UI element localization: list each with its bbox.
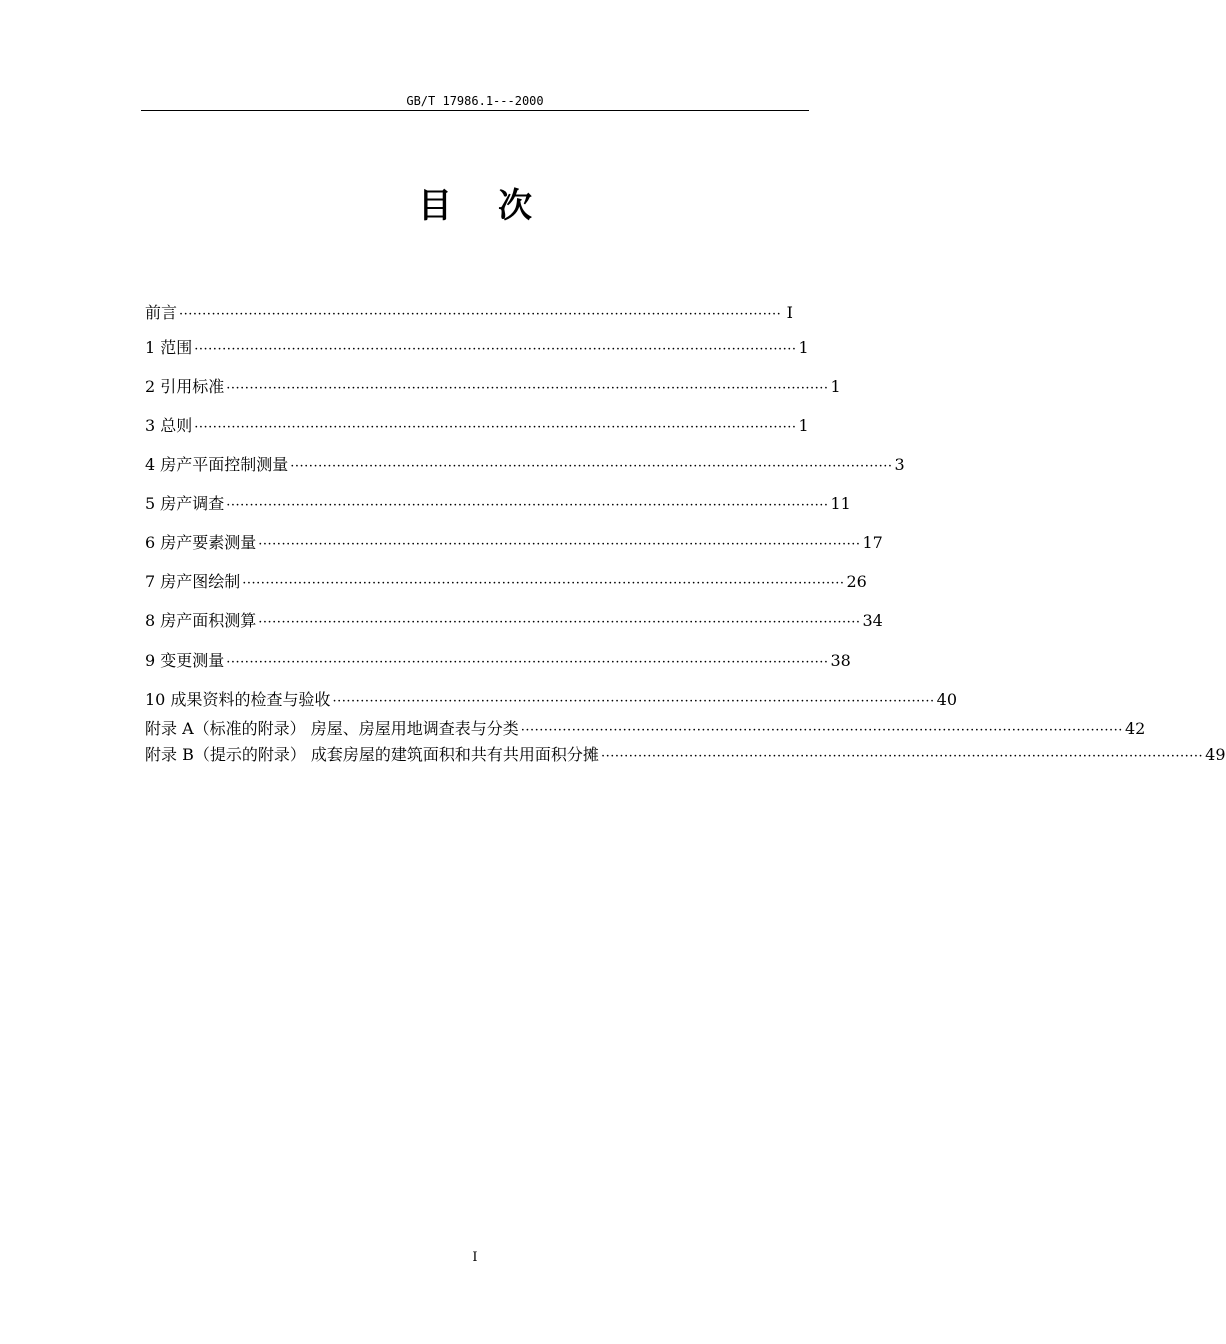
toc-entry-7[interactable]	[145, 571, 867, 593]
toc-leader-dots: ··································································································································	[600, 749, 1204, 764]
toc-entry-label: 5 房产调查	[145, 494, 225, 513]
table-of-contents	[145, 0, 1226, 800]
toc-entry-label: 附录 B（提示的附录） 成套房屋的建筑面积和共有共用面积分摊	[145, 745, 599, 764]
toc-entry-page: 49	[1205, 745, 1226, 764]
toc-entry-page: 42	[1124, 719, 1146, 738]
toc-entry-page: 26	[846, 572, 867, 591]
toc-entry-label: 前言	[145, 303, 178, 322]
toc-entry-label: 7 房产图绘制	[145, 572, 241, 591]
toc-leader-dots: ··································································································································	[242, 576, 845, 591]
toc-leader-dots: ··································································································································	[332, 694, 935, 709]
toc-entry-label: 2 引用标准	[145, 377, 225, 396]
toc-entry-label: 3 总则	[145, 416, 193, 435]
toc-leader-dots: ··································································································································	[194, 420, 797, 435]
toc-entry-page: 17	[862, 533, 883, 552]
running-header: GB/T 17986.1---2000	[141, 93, 809, 111]
toc-leader-dots: ··································································································································	[258, 537, 861, 552]
toc-entry-label: 8 房产面积测算	[145, 611, 257, 630]
toc-entry-appendix-b[interactable]	[145, 744, 1226, 766]
toc-entry-page: 34	[862, 611, 883, 630]
toc-entry-page: 1	[798, 416, 809, 435]
toc-leader-dots: ··································································································································	[520, 723, 1123, 738]
toc-entry-label: 4 房产平面控制测量	[145, 455, 289, 474]
toc-entry-8[interactable]	[145, 610, 883, 632]
toc-entry-appendix-a[interactable]	[145, 718, 1146, 740]
toc-entry-page: 40	[936, 690, 958, 709]
toc-entry-foreword[interactable]	[145, 302, 793, 324]
toc-leader-dots: ··································································································································	[226, 498, 829, 513]
toc-entry-label: 1 范围	[145, 338, 193, 357]
toc-entry-label: 10 成果资料的检查与验收	[145, 690, 331, 709]
toc-entry-page: 1	[830, 377, 841, 396]
toc-leader-dots: ··································································································································	[258, 615, 861, 630]
toc-entry-page: 1	[798, 338, 809, 357]
toc-entry-label: 附录 A（标准的附录） 房屋、房屋用地调查表与分类	[145, 719, 519, 738]
toc-entry-page: I	[786, 303, 793, 322]
toc-entry-page: 3	[894, 455, 905, 474]
toc-entry-3[interactable]	[145, 415, 809, 437]
toc-leader-dots: ··································································································································	[290, 459, 893, 474]
toc-entry-1[interactable]	[145, 337, 809, 359]
toc-entry-10[interactable]	[145, 689, 958, 711]
page-title: 目次	[418, 186, 578, 226]
toc-entry-page: 11	[830, 494, 851, 513]
toc-entry-label: 9 变更测量	[145, 651, 225, 670]
toc-entry-4[interactable]	[145, 454, 905, 476]
toc-entry-page: 38	[830, 651, 851, 670]
toc-entry-6[interactable]	[145, 532, 883, 554]
toc-entry-9[interactable]	[145, 650, 851, 672]
toc-leader-dots: ··································································································································	[226, 381, 829, 396]
toc-leader-dots: ··································································································································	[226, 655, 829, 670]
toc-leader-dots: ··································································································································	[194, 342, 797, 357]
toc-entry-label: 6 房产要素测量	[145, 533, 257, 552]
toc-entry-2[interactable]	[145, 376, 841, 398]
page-number: I	[472, 1250, 478, 1265]
toc-entry-5[interactable]	[145, 493, 851, 515]
toc-leader-dots: ··································································································································	[179, 307, 782, 322]
